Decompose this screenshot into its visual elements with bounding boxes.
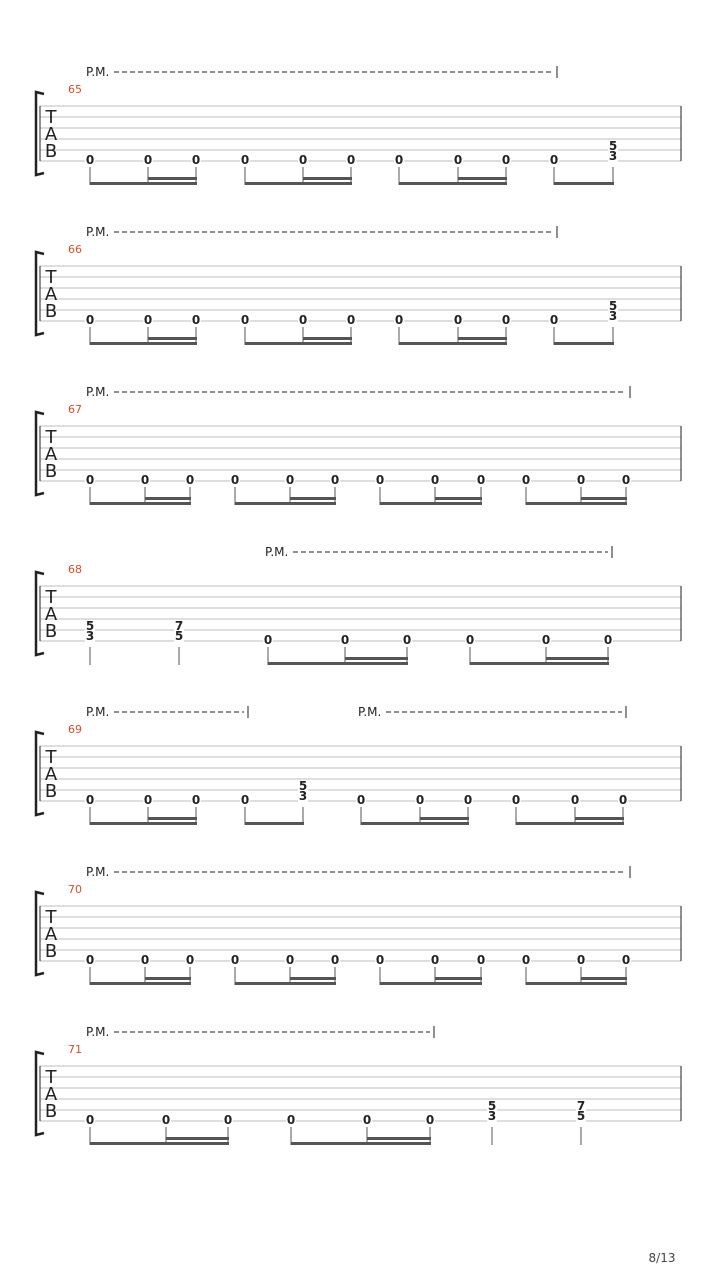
fret-number: 0 (394, 313, 404, 327)
fret-number: 0 (340, 633, 350, 647)
tab-clef-t: T (45, 747, 57, 768)
palm-mute-label: P.M. (86, 65, 110, 79)
fret-number: 5 (298, 779, 308, 793)
beam (90, 502, 191, 505)
tab-clef-t: T (45, 107, 57, 128)
fret-number: 0 (143, 153, 153, 167)
fret-number: 5 (608, 299, 618, 313)
tab-system-66 (36, 225, 681, 345)
fret-number: 0 (230, 473, 240, 487)
fret-number: 0 (415, 793, 425, 807)
sub-beam (581, 497, 627, 500)
sub-beam (546, 657, 609, 660)
fret-number: 0 (240, 793, 250, 807)
sub-beam (148, 177, 197, 180)
fret-number: 0 (453, 153, 463, 167)
tab-clef-t: T (45, 587, 57, 608)
fret-number: 0 (430, 953, 440, 967)
beam (90, 342, 197, 345)
beam (554, 182, 614, 185)
tab-clef-b: B (44, 301, 58, 322)
beam (245, 822, 304, 825)
fret-number: 0 (375, 953, 385, 967)
sub-beam (345, 657, 408, 660)
tab-clef-b: B (44, 941, 58, 962)
fret-number: 0 (85, 793, 95, 807)
fret-number: 0 (618, 793, 628, 807)
tab-clef-a: A (44, 924, 58, 945)
beam (380, 502, 482, 505)
fret-number: 0 (240, 153, 250, 167)
sub-beam (367, 1137, 431, 1140)
beam (291, 1142, 431, 1145)
measure-number: 70 (68, 883, 82, 896)
fret-number: 0 (143, 793, 153, 807)
fret-number: 0 (465, 633, 475, 647)
fret-number: 3 (298, 789, 308, 803)
palm-mute-label: P.M. (86, 225, 110, 239)
beam (516, 822, 624, 825)
fret-number: 0 (621, 473, 631, 487)
sub-beam (458, 177, 507, 180)
beam (90, 182, 197, 185)
fret-number: 0 (185, 473, 195, 487)
fret-number: 0 (298, 153, 308, 167)
tab-clef-t: T (45, 907, 57, 928)
beam (526, 502, 627, 505)
tab-system-70 (36, 865, 681, 985)
fret-number: 0 (346, 153, 356, 167)
fret-number: 0 (161, 1113, 171, 1127)
beam (380, 982, 482, 985)
fret-number: 0 (541, 633, 551, 647)
palm-mute-label: P.M. (86, 385, 110, 399)
fret-number: 7 (174, 619, 184, 633)
fret-number: 0 (453, 313, 463, 327)
fret-number: 0 (521, 953, 531, 967)
fret-number: 0 (330, 473, 340, 487)
measure-number: 71 (68, 1043, 82, 1056)
fret-number: 3 (85, 629, 95, 643)
fret-number: 5 (608, 139, 618, 153)
fret-number: 0 (185, 953, 195, 967)
palm-mute-label: P.M. (86, 705, 110, 719)
fret-number: 0 (549, 313, 559, 327)
measure-number: 66 (68, 243, 82, 256)
fret-number: 0 (285, 473, 295, 487)
fret-number: 0 (501, 153, 511, 167)
beam (526, 982, 627, 985)
tab-clef-a: A (44, 284, 58, 305)
tab-system-65 (36, 65, 681, 185)
sub-beam (145, 977, 191, 980)
fret-number: 0 (576, 953, 586, 967)
fret-number: 0 (402, 633, 412, 647)
sub-beam (435, 497, 482, 500)
fret-number: 0 (463, 793, 473, 807)
measure-number: 65 (68, 83, 82, 96)
fret-number: 5 (487, 1099, 497, 1113)
fret-number: 0 (362, 1113, 372, 1127)
fret-number: 0 (230, 953, 240, 967)
fret-number: 0 (140, 953, 150, 967)
fret-number: 0 (143, 313, 153, 327)
sub-beam (148, 817, 197, 820)
tab-clef-b: B (44, 461, 58, 482)
fret-number: 0 (85, 473, 95, 487)
tab-system-68 (36, 545, 681, 665)
fret-number: 5 (174, 629, 184, 643)
fret-number: 7 (576, 1099, 586, 1113)
fret-number: 0 (621, 953, 631, 967)
fret-number: 0 (85, 313, 95, 327)
fret-number: 0 (570, 793, 580, 807)
beam (554, 342, 614, 345)
fret-number: 0 (476, 473, 486, 487)
beam (361, 822, 469, 825)
beam (235, 502, 336, 505)
fret-number: 0 (430, 473, 440, 487)
beam (399, 342, 507, 345)
sub-beam (575, 817, 624, 820)
fret-number: 0 (191, 153, 201, 167)
fret-number: 0 (501, 313, 511, 327)
fret-number: 0 (576, 473, 586, 487)
beam (90, 822, 197, 825)
tab-clef-a: A (44, 1084, 58, 1105)
fret-number: 3 (608, 309, 618, 323)
tab-clef-a: A (44, 604, 58, 625)
sub-beam (145, 497, 191, 500)
tab-system-69 (36, 705, 681, 825)
fret-number: 0 (240, 313, 250, 327)
tab-system-67 (36, 385, 681, 505)
fret-number: 5 (576, 1109, 586, 1123)
palm-mute-label: P.M. (86, 865, 110, 879)
beam (235, 982, 336, 985)
fret-number: 0 (263, 633, 273, 647)
tab-clef-b: B (44, 621, 58, 642)
sub-beam (435, 977, 482, 980)
palm-mute-label: P.M. (358, 705, 382, 719)
beam (268, 662, 408, 665)
fret-number: 3 (608, 149, 618, 163)
fret-number: 3 (487, 1109, 497, 1123)
sub-beam (148, 337, 197, 340)
fret-number: 0 (286, 1113, 296, 1127)
tab-system-71 (36, 1025, 681, 1145)
sub-beam (290, 977, 336, 980)
fret-number: 0 (346, 313, 356, 327)
fret-number: 0 (330, 953, 340, 967)
tab-clef-a: A (44, 764, 58, 785)
fret-number: 0 (285, 953, 295, 967)
sub-beam (166, 1137, 229, 1140)
fret-number: 0 (549, 153, 559, 167)
beam (90, 982, 191, 985)
tab-clef-b: B (44, 781, 58, 802)
tab-clef-t: T (45, 1067, 57, 1088)
fret-number: 0 (223, 1113, 233, 1127)
sub-beam (303, 337, 352, 340)
tab-clef-a: A (44, 444, 58, 465)
fret-number: 0 (476, 953, 486, 967)
fret-number: 0 (85, 1113, 95, 1127)
tab-clef-t: T (45, 267, 57, 288)
fret-number: 0 (425, 1113, 435, 1127)
measure-number: 67 (68, 403, 82, 416)
beam (245, 182, 352, 185)
sub-beam (303, 177, 352, 180)
measure-number: 69 (68, 723, 82, 736)
fret-number: 0 (140, 473, 150, 487)
fret-number: 0 (298, 313, 308, 327)
beam (399, 182, 507, 185)
fret-number: 0 (85, 153, 95, 167)
fret-number: 0 (356, 793, 366, 807)
fret-number: 0 (603, 633, 613, 647)
tab-clef-b: B (44, 141, 58, 162)
fret-number: 0 (191, 793, 201, 807)
fret-number: 0 (191, 313, 201, 327)
beam (470, 662, 609, 665)
sub-beam (290, 497, 336, 500)
beam (90, 1142, 229, 1145)
fret-number: 5 (85, 619, 95, 633)
palm-mute-label: P.M. (86, 1025, 110, 1039)
beam (245, 342, 352, 345)
sub-beam (420, 817, 469, 820)
tab-clef-t: T (45, 427, 57, 448)
tab-clef-a: A (44, 124, 58, 145)
fret-number: 0 (85, 953, 95, 967)
fret-number: 0 (394, 153, 404, 167)
fret-number: 0 (511, 793, 521, 807)
palm-mute-label: P.M. (265, 545, 289, 559)
sub-beam (581, 977, 627, 980)
fret-number: 0 (521, 473, 531, 487)
tab-clef-b: B (44, 1101, 58, 1122)
sub-beam (458, 337, 507, 340)
measure-number: 68 (68, 563, 82, 576)
fret-number: 0 (375, 473, 385, 487)
page-number: 8/13 (648, 1251, 676, 1265)
